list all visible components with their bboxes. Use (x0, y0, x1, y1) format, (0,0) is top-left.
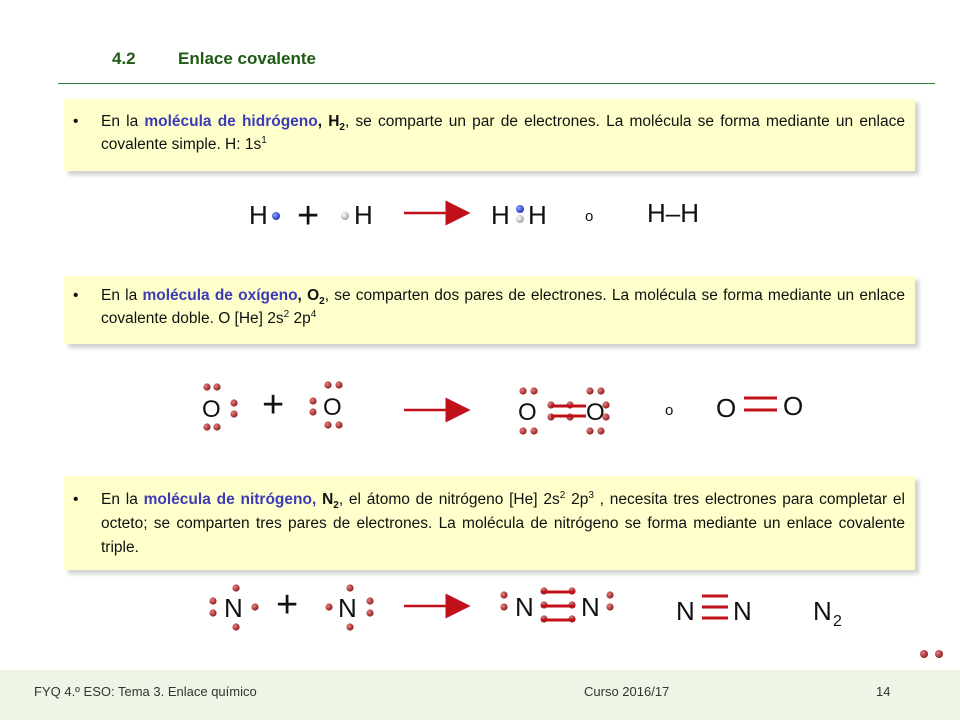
decorative-dot (920, 650, 928, 658)
section-number: 4.2 (112, 49, 136, 68)
h-atom-a: H (249, 200, 268, 230)
bullet-marker: • (73, 287, 79, 304)
plus-sign: + (297, 195, 320, 237)
nitrogen-highlight: molécula de nitrógeno, (143, 491, 323, 508)
electron-dot (516, 215, 524, 223)
or-label: o (585, 208, 594, 225)
o2-formula: O (307, 287, 320, 304)
oxygen-paragraph: En la molécula de oxígeno, $O_2$, se comparten dos pares de electrones. La molécula se forma mediante un enlace covalente doble. O [He] $2s^2$ $2p^4$ (101, 287, 906, 327)
n2-struct-b: N (733, 596, 752, 626)
year-label: Curso 2016/17 (584, 684, 670, 699)
o-product-a: O (518, 399, 537, 426)
h-atom-b: H (354, 200, 373, 230)
hydrogen-highlight: molécula de hidrógeno (144, 113, 318, 130)
nitrogen-lewis-diagram (0, 580, 960, 660)
plus-sign: + (262, 384, 285, 426)
plus-sign: + (276, 584, 299, 626)
hydrogen-paragraph: En la molécula de hidrógeno, $H_2$, se comparte un par de electrones. La molécula se forma mediante un enlace covalente simple. H: $1s^1$ (101, 113, 905, 153)
hydrogen-text-box (64, 99, 915, 171)
page-number: 14 (876, 684, 891, 699)
bullet-marker: • (73, 491, 79, 508)
n-atom-b: N (338, 593, 357, 623)
slide-footer (0, 670, 960, 720)
nitrogen-equation (0, 580, 960, 660)
oxygen-equation (0, 378, 960, 438)
slide-header (0, 0, 960, 84)
h2-structural-formula: H–H (647, 198, 700, 228)
header-divider (58, 83, 935, 84)
hydrogen-equation (0, 188, 960, 244)
course-label: FYQ 4.º ESO: Tema 3. Enlace químico (34, 684, 257, 699)
o-atom-a: O (202, 396, 221, 423)
section-title: Enlace covalente (178, 49, 316, 68)
n2-molecular-formula: N (813, 596, 832, 626)
oxygen-highlight: molécula de oxígeno (142, 287, 298, 304)
electron-dot (272, 212, 280, 220)
h2-formula: H (328, 113, 340, 130)
n-product-b: N (581, 592, 600, 622)
electron-dot (341, 212, 349, 220)
n2-struct-a: N (676, 596, 695, 626)
hydrogen-lewis-diagram (0, 188, 960, 244)
n2-molecular-subscript: 2 (833, 613, 842, 630)
decorative-dot (935, 650, 943, 658)
nitrogen-text-box (64, 476, 915, 570)
o2-struct-b: O (783, 391, 804, 421)
oxygen-text-box (64, 276, 915, 344)
oxygen-lewis-diagram (0, 378, 960, 438)
h-product-b: H (528, 200, 547, 230)
nitrogen-paragraph: En la molécula de nitrógeno, $N_2$, el átomo de nitrógeno [He] $2s^2$ $2p^3$ , necesita tres electrones para completar el octeto; se comparten tres pares de electrones. La molécula de nitrógeno se forma mediante un enlace covalente triple. (101, 489, 905, 556)
n-product-a: N (515, 592, 534, 622)
h-product-a: H (491, 200, 510, 230)
n2-formula: N (322, 491, 334, 508)
bullet-marker: • (73, 113, 79, 130)
o2-struct-a: O (716, 393, 737, 423)
electron-dot (516, 205, 524, 213)
n-atom-a: N (224, 593, 243, 623)
o-product-b: O (586, 399, 605, 426)
o-atom-b: O (323, 394, 342, 421)
or-label: o (665, 402, 674, 419)
